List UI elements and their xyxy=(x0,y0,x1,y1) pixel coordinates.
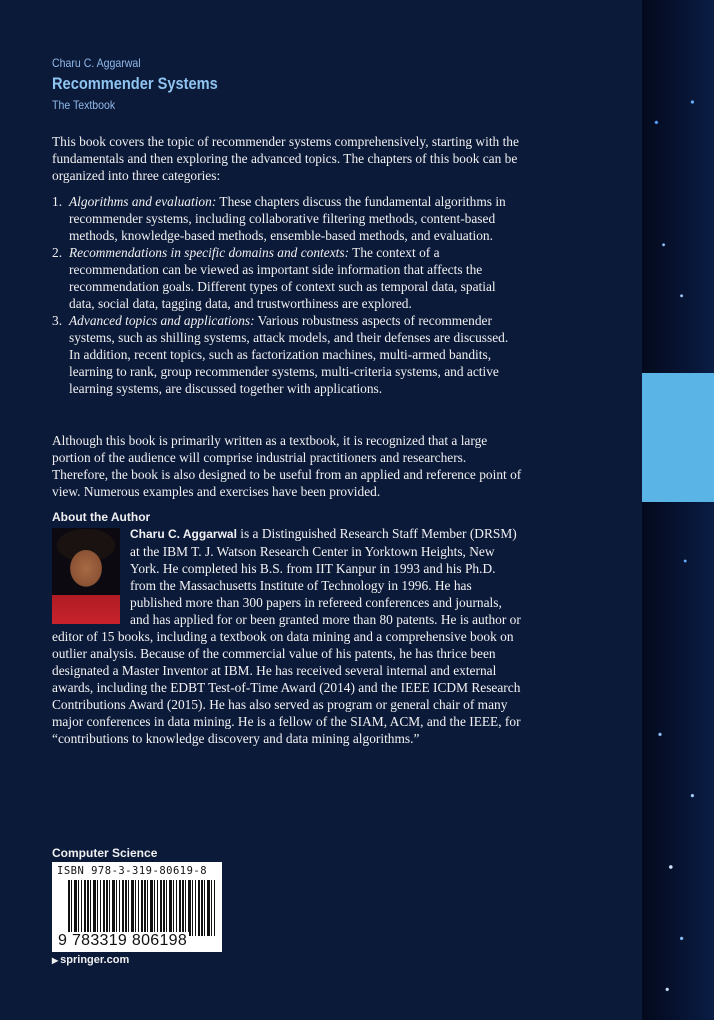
book-subtitle: The Textbook xyxy=(52,98,116,112)
category-text: Various robustness aspects of recommender systems, such as shilling systems, attack models, and their defenses are discussed. In addition, recent topics, such as factorization machines, multi-armed bandits, learning to rank, group recommender systems, multi-criteria systems, and active learning systems, are discussed together with applications. xyxy=(69,313,509,396)
category-item xyxy=(52,193,522,244)
category-item xyxy=(52,244,522,312)
book-title: Recommender Systems xyxy=(52,74,218,93)
author-bio xyxy=(52,525,522,747)
publisher-url[interactable]: springer.com xyxy=(60,954,130,966)
author-name: Charu C. Aggarwal xyxy=(52,56,141,70)
category-heading: Advanced topics and applications: xyxy=(69,313,255,328)
category-list xyxy=(52,193,522,397)
category-text: These chapters discuss the fundamental algorithms in recommender systems, including collaborative filtering methods, content-based methods, knowledge-based methods, ensemble-based methods, and evaluation. xyxy=(69,194,506,243)
category-heading: Algorithms and evaluation: xyxy=(69,194,217,209)
arrow-right-icon: ▶ xyxy=(52,956,59,965)
isbn-barcode xyxy=(52,862,222,952)
category-number: 2. xyxy=(52,245,63,260)
cover-header xyxy=(52,56,245,112)
category-item xyxy=(52,312,522,397)
outro-paragraph: Although this book is primarily written as a textbook, it is recognized that a large portion of the audience will comprise industrial practitioners and researchers. Therefore, the book is also designed to be useful from an applied and reference point of view. Numerous examples and exercises have been provided. xyxy=(52,433,522,499)
bio-author-name: Charu C. Aggarwal xyxy=(130,527,237,541)
spine-starfield xyxy=(642,0,714,1020)
isbn-label: ISBN 978-3-319-80619-8 xyxy=(57,865,208,877)
category-number: 1. xyxy=(52,194,63,209)
publisher-link[interactable] xyxy=(52,954,129,966)
intro-paragraph: This book covers the topic of recommender systems comprehensively, starting with the fundamentals and then exploring the advanced topics. The chapters of this book can be organized into three categories: xyxy=(52,134,519,183)
subject-category: Computer Science xyxy=(52,846,158,860)
category-text: The context of a recommendation can be viewed as important side information that affects the recommendation goals. Different types of context such as temporal data, spatial data, social data, tagging data, and trustworthiness are explored. xyxy=(69,245,496,311)
barcode-bars xyxy=(68,880,216,936)
spine-color-band xyxy=(642,373,714,502)
bio-text: is a Distinguished Research Staff Member (DRSM) at the IBM T. J. Watson Research Center in Yorktown Heights, New York. He completed his B.S. from IIT Kanpur in 1993 and his Ph.D. from the Massachusetts Institute of Technology in 1996. He has published more than 300 papers in refereed conferences and journals, and has applied for or been granted more than 80 patents. He is author or editor of 15 books, including a textbook on data mining and a comprehensive book on outlier analysis. Because of the commercial value of his patents, he has thrice been designated a Master Inventor at IBM. He has received several internal and external awards, including the EDBT Test-of-Time Award (2014) and the IEEE ICDM Research Contributions Award (2015). He has also served as program or general chair of many major conferences in data mining. He is a fellow of the SIAM, ACM, and the IEEE, for “contributions to knowledge discovery and data mining algorithms.” xyxy=(52,526,521,746)
barcode-digits: 9 783319 806198 xyxy=(58,932,188,949)
about-author-heading: About the Author xyxy=(52,510,151,524)
category-heading: Recommendations in specific domains and contexts: xyxy=(69,245,350,260)
author-photo xyxy=(52,528,120,624)
category-number: 3. xyxy=(52,313,63,328)
